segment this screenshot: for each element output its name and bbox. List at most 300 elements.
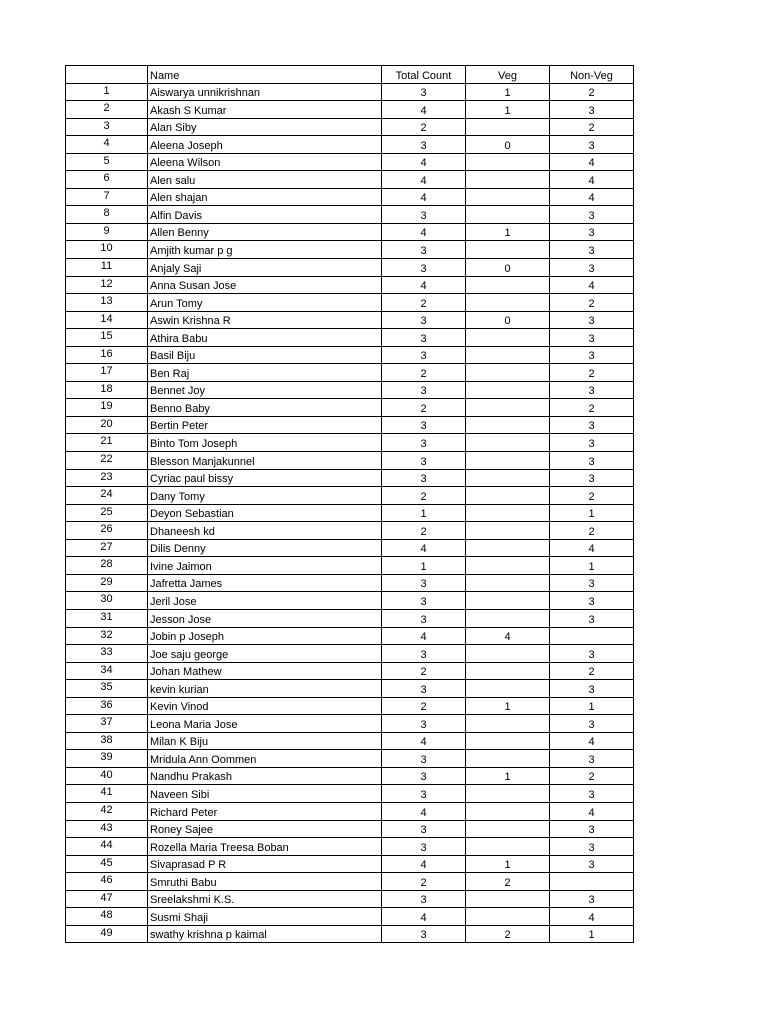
person-name: Athira Babu bbox=[148, 329, 382, 347]
total-count-cell: 4 bbox=[382, 276, 466, 294]
non-veg-cell: 3 bbox=[550, 452, 634, 470]
table-row bbox=[66, 539, 634, 557]
table-row bbox=[66, 83, 634, 101]
person-name: Jafretta James bbox=[148, 574, 382, 592]
table-body bbox=[66, 83, 634, 943]
veg-cell: 0 bbox=[466, 311, 550, 329]
total-count-cell: 4 bbox=[382, 101, 466, 119]
row-number: 39 bbox=[66, 750, 148, 768]
row-number: 29 bbox=[66, 574, 148, 592]
table-row bbox=[66, 399, 634, 417]
row-number: 44 bbox=[66, 838, 148, 856]
total-count-cell: 3 bbox=[382, 241, 466, 259]
person-name: Rozella Maria Treesa Boban bbox=[148, 838, 382, 856]
total-count-cell: 4 bbox=[382, 627, 466, 645]
non-veg-cell: 3 bbox=[550, 136, 634, 154]
non-veg-cell: 2 bbox=[550, 83, 634, 101]
veg-cell bbox=[466, 487, 550, 505]
person-name: Amjith kumar p g bbox=[148, 241, 382, 259]
table-row bbox=[66, 627, 634, 645]
row-number: 21 bbox=[66, 434, 148, 452]
row-number: 38 bbox=[66, 732, 148, 750]
table-row bbox=[66, 153, 634, 171]
row-number: 26 bbox=[66, 522, 148, 540]
person-name: Dany Tomy bbox=[148, 487, 382, 505]
row-number: 34 bbox=[66, 662, 148, 680]
table-row bbox=[66, 592, 634, 610]
person-name: Ben Raj bbox=[148, 364, 382, 382]
veg-cell: 2 bbox=[466, 873, 550, 891]
person-name: Sreelakshmi K.S. bbox=[148, 890, 382, 908]
total-count-cell: 4 bbox=[382, 188, 466, 206]
table-row bbox=[66, 522, 634, 540]
non-veg-cell: 3 bbox=[550, 346, 634, 364]
row-number: 2 bbox=[66, 101, 148, 119]
person-name: Kevin Vinod bbox=[148, 697, 382, 715]
row-number: 28 bbox=[66, 557, 148, 575]
total-count-cell: 2 bbox=[382, 487, 466, 505]
veg-cell bbox=[466, 820, 550, 838]
veg-cell: 2 bbox=[466, 925, 550, 943]
total-count-cell: 4 bbox=[382, 539, 466, 557]
veg-cell bbox=[466, 346, 550, 364]
non-veg-cell: 3 bbox=[550, 329, 634, 347]
total-count-cell: 2 bbox=[382, 294, 466, 312]
total-count-cell: 3 bbox=[382, 592, 466, 610]
row-number: 46 bbox=[66, 873, 148, 891]
table-row bbox=[66, 452, 634, 470]
total-count-cell: 3 bbox=[382, 715, 466, 733]
total-count-cell: 3 bbox=[382, 645, 466, 663]
row-number: 37 bbox=[66, 715, 148, 733]
veg-cell bbox=[466, 539, 550, 557]
row-number: 4 bbox=[66, 136, 148, 154]
veg-cell bbox=[466, 609, 550, 627]
table-row bbox=[66, 276, 634, 294]
veg-cell bbox=[466, 645, 550, 663]
total-count-cell: 3 bbox=[382, 83, 466, 101]
veg-cell bbox=[466, 399, 550, 417]
table-row bbox=[66, 346, 634, 364]
non-veg-cell: 3 bbox=[550, 715, 634, 733]
table-row bbox=[66, 101, 634, 119]
row-number: 19 bbox=[66, 399, 148, 417]
person-name: swathy krishna p kaimal bbox=[148, 925, 382, 943]
non-veg-cell bbox=[550, 873, 634, 891]
non-veg-cell: 2 bbox=[550, 118, 634, 136]
person-name: Aleena Wilson bbox=[148, 153, 382, 171]
person-name: Leona Maria Jose bbox=[148, 715, 382, 733]
table-row bbox=[66, 715, 634, 733]
row-number: 48 bbox=[66, 908, 148, 926]
veg-cell bbox=[466, 381, 550, 399]
non-veg-cell: 3 bbox=[550, 609, 634, 627]
non-veg-cell: 3 bbox=[550, 416, 634, 434]
non-veg-cell: 4 bbox=[550, 908, 634, 926]
row-number: 10 bbox=[66, 241, 148, 259]
person-name: Nandhu Prakash bbox=[148, 767, 382, 785]
total-count-cell: 1 bbox=[382, 504, 466, 522]
table-row bbox=[66, 785, 634, 803]
non-veg-cell: 4 bbox=[550, 802, 634, 820]
row-number: 9 bbox=[66, 223, 148, 241]
veg-cell bbox=[466, 364, 550, 382]
veg-cell bbox=[466, 294, 550, 312]
non-veg-cell: 2 bbox=[550, 662, 634, 680]
table-row bbox=[66, 118, 634, 136]
table-row bbox=[66, 259, 634, 277]
header-row bbox=[66, 66, 634, 84]
row-number: 12 bbox=[66, 276, 148, 294]
person-name: Aleena Joseph bbox=[148, 136, 382, 154]
veg-cell bbox=[466, 153, 550, 171]
table-row bbox=[66, 873, 634, 891]
non-veg-cell: 3 bbox=[550, 574, 634, 592]
person-name: Sivaprasad P R bbox=[148, 855, 382, 873]
veg-cell: 1 bbox=[466, 83, 550, 101]
veg-cell: 0 bbox=[466, 136, 550, 154]
table-row bbox=[66, 206, 634, 224]
non-veg-cell: 4 bbox=[550, 276, 634, 294]
non-veg-cell: 3 bbox=[550, 750, 634, 768]
total-count-cell: 4 bbox=[382, 171, 466, 189]
veg-cell bbox=[466, 908, 550, 926]
row-number: 16 bbox=[66, 346, 148, 364]
veg-cell bbox=[466, 680, 550, 698]
non-veg-cell: 1 bbox=[550, 557, 634, 575]
total-count-cell: 3 bbox=[382, 890, 466, 908]
non-veg-cell: 4 bbox=[550, 539, 634, 557]
non-veg-cell bbox=[550, 627, 634, 645]
row-number: 17 bbox=[66, 364, 148, 382]
table-row bbox=[66, 645, 634, 663]
table-row bbox=[66, 697, 634, 715]
table-row bbox=[66, 188, 634, 206]
person-name: Dilis Denny bbox=[148, 539, 382, 557]
non-veg-cell: 3 bbox=[550, 259, 634, 277]
table-row bbox=[66, 311, 634, 329]
non-veg-cell: 1 bbox=[550, 697, 634, 715]
veg-cell bbox=[466, 732, 550, 750]
non-veg-cell: 3 bbox=[550, 838, 634, 856]
table-row bbox=[66, 662, 634, 680]
row-number: 32 bbox=[66, 627, 148, 645]
row-number: 33 bbox=[66, 645, 148, 663]
table-row bbox=[66, 680, 634, 698]
total-count-cell: 3 bbox=[382, 259, 466, 277]
non-veg-cell: 3 bbox=[550, 223, 634, 241]
person-name: Jeril Jose bbox=[148, 592, 382, 610]
veg-cell: 1 bbox=[466, 697, 550, 715]
person-name: Jobin p Joseph bbox=[148, 627, 382, 645]
table-row bbox=[66, 557, 634, 575]
person-name: Allen Benny bbox=[148, 223, 382, 241]
table-row bbox=[66, 767, 634, 785]
non-veg-cell: 3 bbox=[550, 206, 634, 224]
person-name: Aiswarya unnikrishnan bbox=[148, 83, 382, 101]
person-name: Mridula Ann Oommen bbox=[148, 750, 382, 768]
person-name: Dhaneesh kd bbox=[148, 522, 382, 540]
person-name: Bertin Peter bbox=[148, 416, 382, 434]
table-row bbox=[66, 487, 634, 505]
veg-cell: 1 bbox=[466, 855, 550, 873]
total-count-cell: 4 bbox=[382, 153, 466, 171]
table-row bbox=[66, 802, 634, 820]
person-name: Alen salu bbox=[148, 171, 382, 189]
veg-cell bbox=[466, 416, 550, 434]
veg-cell bbox=[466, 276, 550, 294]
row-number: 41 bbox=[66, 785, 148, 803]
count-table bbox=[65, 65, 634, 943]
veg-cell bbox=[466, 118, 550, 136]
total-count-cell: 4 bbox=[382, 908, 466, 926]
row-number: 15 bbox=[66, 329, 148, 347]
person-name: Arun Tomy bbox=[148, 294, 382, 312]
person-name: Akash S Kumar bbox=[148, 101, 382, 119]
veg-cell bbox=[466, 522, 550, 540]
row-number: 27 bbox=[66, 539, 148, 557]
header-name: Name bbox=[148, 66, 382, 84]
table-row bbox=[66, 364, 634, 382]
total-count-cell: 2 bbox=[382, 399, 466, 417]
veg-cell bbox=[466, 206, 550, 224]
non-veg-cell: 3 bbox=[550, 820, 634, 838]
total-count-cell: 4 bbox=[382, 732, 466, 750]
veg-cell bbox=[466, 188, 550, 206]
row-number: 42 bbox=[66, 802, 148, 820]
total-count-cell: 3 bbox=[382, 206, 466, 224]
total-count-cell: 3 bbox=[382, 346, 466, 364]
person-name: Bennet Joy bbox=[148, 381, 382, 399]
veg-cell bbox=[466, 785, 550, 803]
person-name: Jesson Jose bbox=[148, 609, 382, 627]
non-veg-cell: 2 bbox=[550, 399, 634, 417]
header-non-veg: Non-Veg bbox=[550, 66, 634, 84]
total-count-cell: 3 bbox=[382, 609, 466, 627]
person-name: Milan K Biju bbox=[148, 732, 382, 750]
table-row bbox=[66, 820, 634, 838]
row-number: 35 bbox=[66, 680, 148, 698]
table-row bbox=[66, 223, 634, 241]
non-veg-cell: 3 bbox=[550, 381, 634, 399]
veg-cell bbox=[466, 715, 550, 733]
total-count-cell: 2 bbox=[382, 873, 466, 891]
total-count-cell: 3 bbox=[382, 785, 466, 803]
table-row bbox=[66, 855, 634, 873]
row-number: 20 bbox=[66, 416, 148, 434]
non-veg-cell: 3 bbox=[550, 241, 634, 259]
total-count-cell: 3 bbox=[382, 750, 466, 768]
table-row bbox=[66, 469, 634, 487]
non-veg-cell: 2 bbox=[550, 487, 634, 505]
person-name: kevin kurian bbox=[148, 680, 382, 698]
total-count-cell: 3 bbox=[382, 136, 466, 154]
row-number: 1 bbox=[66, 83, 148, 101]
table-row bbox=[66, 136, 634, 154]
total-count-cell: 3 bbox=[382, 469, 466, 487]
table-row bbox=[66, 908, 634, 926]
person-name: Binto Tom Joseph bbox=[148, 434, 382, 452]
person-name: Anjaly Saji bbox=[148, 259, 382, 277]
non-veg-cell: 3 bbox=[550, 434, 634, 452]
person-name: Alfin Davis bbox=[148, 206, 382, 224]
row-number: 8 bbox=[66, 206, 148, 224]
total-count-cell: 3 bbox=[382, 680, 466, 698]
person-name: Susmi Shaji bbox=[148, 908, 382, 926]
row-number: 22 bbox=[66, 452, 148, 470]
total-count-cell: 4 bbox=[382, 223, 466, 241]
table-row bbox=[66, 750, 634, 768]
veg-cell: 1 bbox=[466, 223, 550, 241]
table-row bbox=[66, 241, 634, 259]
non-veg-cell: 2 bbox=[550, 522, 634, 540]
veg-cell bbox=[466, 469, 550, 487]
total-count-cell: 2 bbox=[382, 522, 466, 540]
header-number bbox=[66, 66, 148, 84]
person-name: Cyriac paul bissy bbox=[148, 469, 382, 487]
veg-cell bbox=[466, 838, 550, 856]
veg-cell bbox=[466, 504, 550, 522]
non-veg-cell: 4 bbox=[550, 732, 634, 750]
non-veg-cell: 4 bbox=[550, 153, 634, 171]
veg-cell bbox=[466, 662, 550, 680]
total-count-cell: 3 bbox=[382, 767, 466, 785]
row-number: 47 bbox=[66, 890, 148, 908]
non-veg-cell: 3 bbox=[550, 855, 634, 873]
veg-cell bbox=[466, 171, 550, 189]
person-name: Aswin Krishna R bbox=[148, 311, 382, 329]
row-number: 25 bbox=[66, 504, 148, 522]
row-number: 31 bbox=[66, 609, 148, 627]
veg-cell bbox=[466, 802, 550, 820]
header-total-count: Total Count bbox=[382, 66, 466, 84]
veg-cell: 0 bbox=[466, 259, 550, 277]
row-number: 30 bbox=[66, 592, 148, 610]
non-veg-cell: 4 bbox=[550, 188, 634, 206]
veg-cell bbox=[466, 890, 550, 908]
total-count-cell: 3 bbox=[382, 381, 466, 399]
non-veg-cell: 4 bbox=[550, 171, 634, 189]
veg-cell bbox=[466, 557, 550, 575]
total-count-cell: 2 bbox=[382, 364, 466, 382]
table-row bbox=[66, 574, 634, 592]
row-number: 40 bbox=[66, 767, 148, 785]
non-veg-cell: 3 bbox=[550, 645, 634, 663]
person-name: Deyon Sebastian bbox=[148, 504, 382, 522]
total-count-cell: 3 bbox=[382, 925, 466, 943]
table-row bbox=[66, 434, 634, 452]
total-count-cell: 3 bbox=[382, 574, 466, 592]
non-veg-cell: 3 bbox=[550, 101, 634, 119]
table-row bbox=[66, 925, 634, 943]
row-number: 3 bbox=[66, 118, 148, 136]
row-number: 36 bbox=[66, 697, 148, 715]
row-number: 49 bbox=[66, 925, 148, 943]
total-count-cell: 3 bbox=[382, 452, 466, 470]
non-veg-cell: 1 bbox=[550, 925, 634, 943]
row-number: 5 bbox=[66, 153, 148, 171]
non-veg-cell: 1 bbox=[550, 504, 634, 522]
row-number: 43 bbox=[66, 820, 148, 838]
person-name: Ivine Jaimon bbox=[148, 557, 382, 575]
total-count-cell: 3 bbox=[382, 329, 466, 347]
total-count-cell: 1 bbox=[382, 557, 466, 575]
table-row bbox=[66, 732, 634, 750]
row-number: 18 bbox=[66, 381, 148, 399]
table-row bbox=[66, 329, 634, 347]
row-number: 45 bbox=[66, 855, 148, 873]
total-count-cell: 3 bbox=[382, 416, 466, 434]
total-count-cell: 2 bbox=[382, 697, 466, 715]
total-count-cell: 3 bbox=[382, 311, 466, 329]
veg-cell bbox=[466, 241, 550, 259]
row-number: 14 bbox=[66, 311, 148, 329]
table-row bbox=[66, 294, 634, 312]
non-veg-cell: 3 bbox=[550, 890, 634, 908]
veg-cell: 4 bbox=[466, 627, 550, 645]
veg-cell bbox=[466, 574, 550, 592]
person-name: Basil Biju bbox=[148, 346, 382, 364]
person-name: Smruthi Babu bbox=[148, 873, 382, 891]
non-veg-cell: 3 bbox=[550, 680, 634, 698]
total-count-cell: 3 bbox=[382, 434, 466, 452]
total-count-cell: 4 bbox=[382, 802, 466, 820]
total-count-cell: 2 bbox=[382, 662, 466, 680]
header-veg: Veg bbox=[466, 66, 550, 84]
person-name: Joe saju george bbox=[148, 645, 382, 663]
veg-cell: 1 bbox=[466, 101, 550, 119]
total-count-cell: 3 bbox=[382, 820, 466, 838]
non-veg-cell: 2 bbox=[550, 294, 634, 312]
row-number: 24 bbox=[66, 487, 148, 505]
person-name: Benno Baby bbox=[148, 399, 382, 417]
non-veg-cell: 3 bbox=[550, 469, 634, 487]
non-veg-cell: 3 bbox=[550, 311, 634, 329]
non-veg-cell: 3 bbox=[550, 785, 634, 803]
table-row bbox=[66, 890, 634, 908]
person-name: Naveen Sibi bbox=[148, 785, 382, 803]
veg-cell bbox=[466, 452, 550, 470]
row-number: 7 bbox=[66, 188, 148, 206]
veg-cell bbox=[466, 592, 550, 610]
total-count-cell: 4 bbox=[382, 855, 466, 873]
table-row bbox=[66, 504, 634, 522]
veg-cell bbox=[466, 434, 550, 452]
table-row bbox=[66, 838, 634, 856]
table-row bbox=[66, 609, 634, 627]
row-number: 13 bbox=[66, 294, 148, 312]
person-name: Richard Peter bbox=[148, 802, 382, 820]
veg-cell bbox=[466, 750, 550, 768]
table-row bbox=[66, 416, 634, 434]
person-name: Roney Sajee bbox=[148, 820, 382, 838]
total-count-cell: 3 bbox=[382, 838, 466, 856]
person-name: Blesson Manjakunnel bbox=[148, 452, 382, 470]
person-name: Johan Mathew bbox=[148, 662, 382, 680]
total-count-cell: 2 bbox=[382, 118, 466, 136]
non-veg-cell: 3 bbox=[550, 592, 634, 610]
row-number: 23 bbox=[66, 469, 148, 487]
veg-cell bbox=[466, 329, 550, 347]
person-name: Alan Siby bbox=[148, 118, 382, 136]
table-row bbox=[66, 171, 634, 189]
person-name: Anna Susan Jose bbox=[148, 276, 382, 294]
table-row bbox=[66, 381, 634, 399]
non-veg-cell: 2 bbox=[550, 364, 634, 382]
person-name: Alen shajan bbox=[148, 188, 382, 206]
row-number: 11 bbox=[66, 259, 148, 277]
veg-cell: 1 bbox=[466, 767, 550, 785]
